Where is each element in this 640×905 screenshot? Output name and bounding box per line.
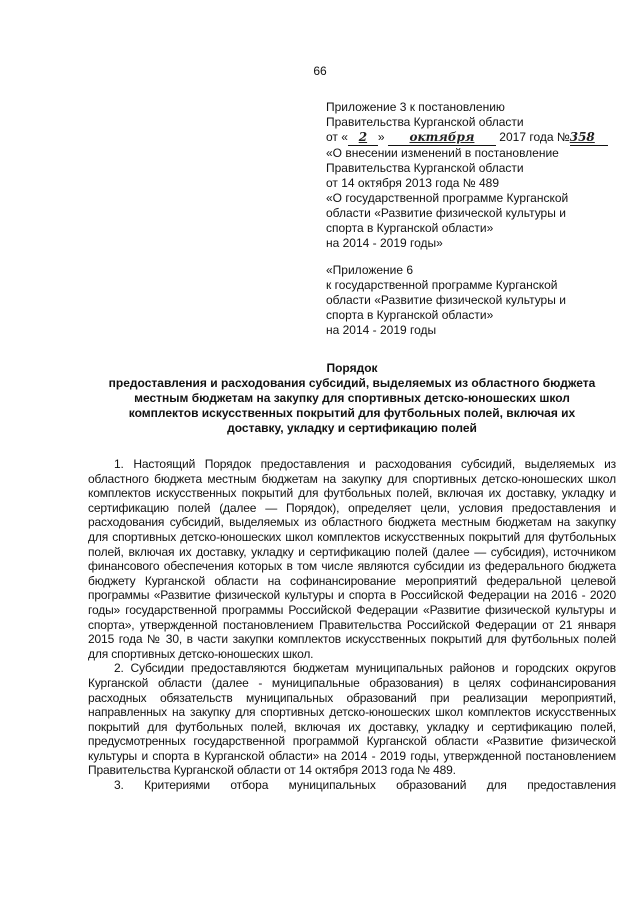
page-number: 66 — [313, 64, 327, 78]
annex-header — [326, 100, 616, 251]
annex6-line: области «Развитие физической культуры и — [326, 293, 566, 307]
date-day-field — [348, 130, 378, 146]
annex6-line: спорта в Курганской области» — [326, 308, 494, 322]
annex-line: Правительства Курганской области — [326, 115, 524, 129]
date-year: 2017 года № — [499, 130, 570, 144]
paragraph-1: 1. Настоящий Порядок предоставления и расходования субсидий, выделяемых из областного бюджета местным бюджетам на закупку для спортивных детско-юношеских школ комплектов искусственных покрытий для футбольных полей, включая их доставку, укладку и сертификацию полей (далее — Порядок), определяет цели, условия предоставления и расходования субсидий, выделяемых из областного бюджета местным бюджетам на закупку для спортивных детско-юношеских школ комплектов искусственных покрытий для футбольных полей, включая их доставку, укладку и сертификацию полей (далее — субсидия), источником финансового обеспечения которых в том числе являются субсидии из федерального бюджета бюджету Курганской области на софинансирование мероприятий федеральной целевой программы «Развитие физической культуры и спорта в Российской Федерации на 2016 - 2020 годы» государственной программы Российской Федерации «Развитие физической культуры и спорта», утвержденной постановлением Правительства Российской Федерации от 21 января 2015 года № 30, в части закупки комплектов искусственных покрытий для футбольных полей для спортивных детско-юношеских школ. — [88, 457, 616, 661]
decree-number-field — [570, 130, 608, 146]
annex6-line: «Приложение 6 — [326, 263, 414, 277]
title-line: предоставления и расходования субсидий, выделяемых из областного бюджета — [108, 376, 596, 390]
handwritten-month: октября — [409, 130, 475, 144]
document-title — [88, 361, 616, 436]
date-month-field — [388, 130, 496, 146]
annex-line: Правительства Курганской области — [326, 161, 524, 175]
date-mid: » — [377, 130, 385, 144]
title-line: местным бюджетам на закупку для спортивных детско-юношеских школ — [134, 391, 570, 405]
annex-line: области «Развитие физической культуры и — [326, 206, 566, 220]
paragraph-3: 3. Критериями отбора муниципальных образований для предоставления — [114, 778, 616, 793]
annex-line: «О внесении изменений в постановление — [326, 146, 559, 160]
annex-line: Приложение 3 к постановлению — [326, 100, 505, 114]
annex-date-line — [326, 130, 616, 146]
annex6-line: на 2014 - 2019 годы — [326, 323, 437, 337]
handwritten-number: 358 — [569, 130, 595, 144]
date-prefix: от « — [326, 130, 348, 144]
title-line: Порядок — [326, 361, 378, 375]
paragraph-2: 2. Субсидии предоставляются бюджетам муниципальных районов и городских округов Курганской области (далее - муниципальные образования) в целях софинансирования расходных обязательств муниципальных образований при реализации мероприятий, направленных на закупку для спортивных детско-юношеских школ комплектов искусственных покрытий для футбольных полей, включая их доставку, укладку и сертификацию полей, предусмотренных государственной программой Курганской области «Развитие физической культуры и спорта в Курганской области» на 2014 - 2019 годы, утвержденной постановлением Правительства Курганской области от 14 октября 2013 года № 489. — [88, 661, 616, 778]
handwritten-day: 2 — [358, 130, 368, 144]
annex-line: спорта в Курганской области» — [326, 221, 494, 235]
annex-line: «О государственной программе Курганской — [326, 191, 569, 205]
annex6-header — [326, 263, 616, 338]
document-body — [88, 457, 616, 793]
title-line: комплектов искусственных покрытий для футбольных полей, включая их — [128, 406, 576, 420]
annex-line: от 14 октября 2013 года № 489 — [326, 176, 500, 190]
annex6-line: к государственной программе Курганской — [326, 278, 558, 292]
annex-line: на 2014 - 2019 годы» — [326, 236, 443, 250]
title-line: доставку, укладку и сертификацию полей — [227, 421, 477, 435]
